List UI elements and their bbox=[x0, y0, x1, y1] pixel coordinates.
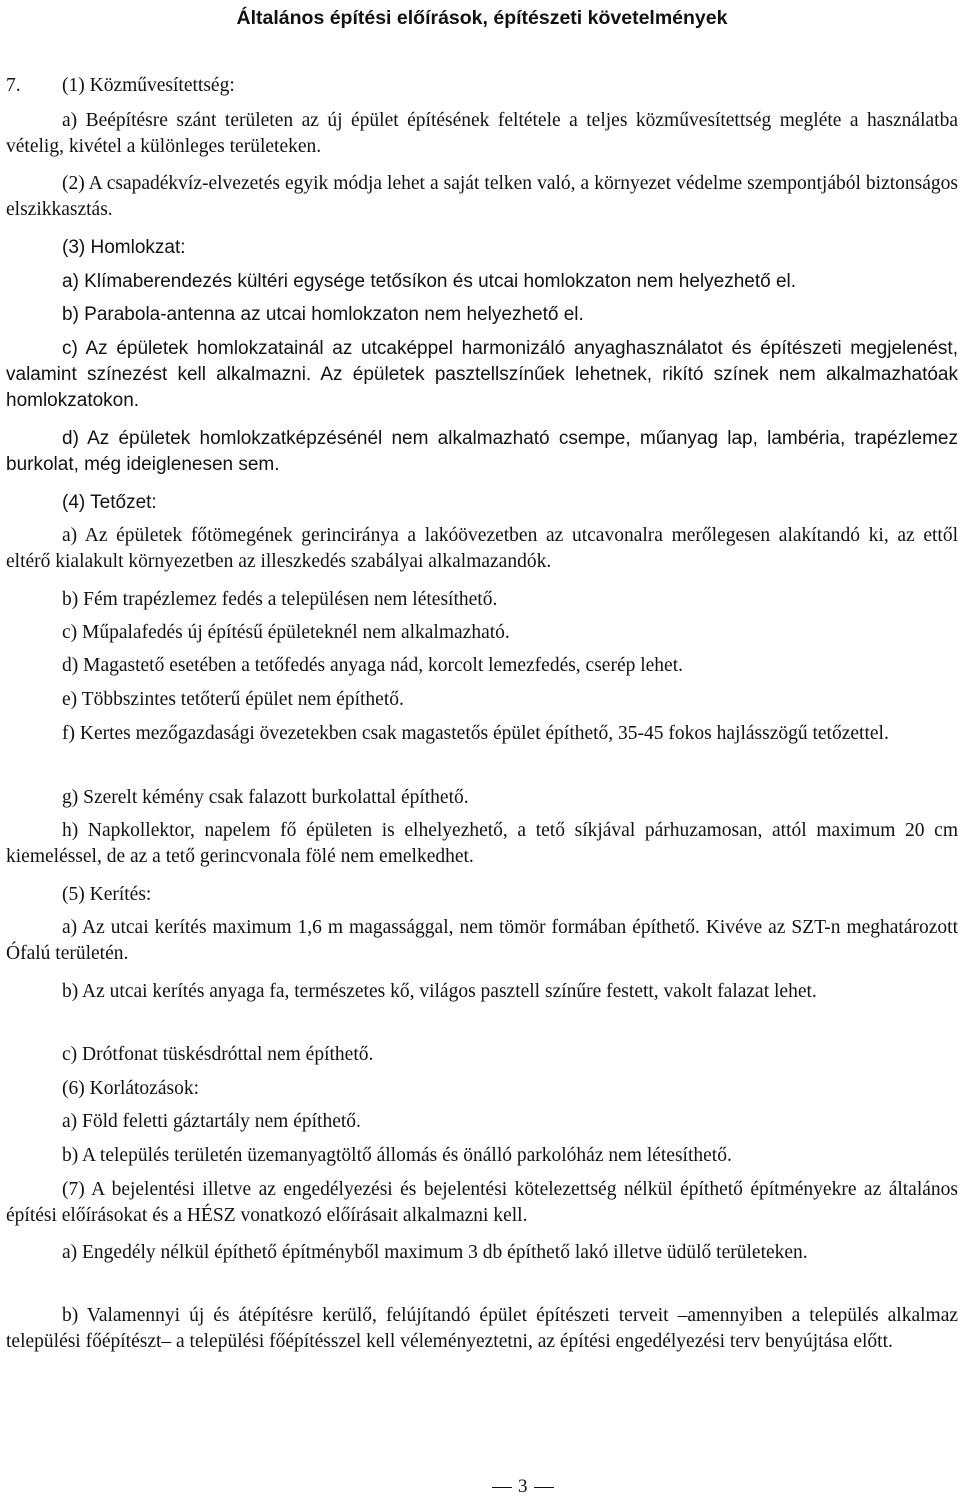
footer-dash-right bbox=[534, 1487, 554, 1489]
paragraph-3a: a) Klímaberendezés kültéri egysége tetősíkon és utcai homlokzaton nem helyezhető el. bbox=[62, 271, 797, 292]
paragraph-3: (3) Homlokzat: bbox=[62, 237, 186, 258]
section-number: 7. bbox=[6, 75, 21, 96]
paragraph-4e: e) Többszintes tetőterű épület nem építhető. bbox=[62, 689, 404, 710]
paragraph-5b: b) Az utcai kerítés anyaga fa, természetes kő, világos pasztell színűre festett, vakolt falazat lehet. bbox=[62, 981, 817, 1002]
paragraph-4c: c) Műpalafedés új építésű épületeknél nem alkalmazható. bbox=[62, 622, 510, 643]
footer-dash-left bbox=[492, 1487, 512, 1489]
paragraph-3c: c) Az épületek homlokzatainál az utcaképpel harmonizáló anyaghasználatot és építészeti megjelenést, valamint színezést kell alkalmazni. Az épületek pasztellszínűek lehetnek, rikító színek nem alkalmazhatóak homlokzatokon. bbox=[6, 338, 958, 411]
section-heading bbox=[6, 75, 235, 97]
paragraph-1a: a) Beépítésre szánt területen az új épület építésének feltétele a teljes közművesítettség megléte a használatba vételig, kivétel a különleges területeken. bbox=[6, 110, 958, 157]
paragraph-7a: a) Engedély nélkül építhető építményből maximum 3 db építhető lakó illetve üdülő területeken. bbox=[62, 1242, 808, 1263]
paragraph-3d: d) Az épületek homlokzatképzésénél nem alkalmazható csempe, műanyag lap, lambéria, trapézlemez burkolat, még ideiglenesen sem. bbox=[6, 428, 958, 475]
paragraph-6: (6) Korlátozások: bbox=[62, 1078, 199, 1099]
paragraph-3b: b) Parabola-antenna az utcai homlokzaton nem helyezhető el. bbox=[62, 304, 584, 325]
page-footer bbox=[492, 1476, 554, 1498]
paragraph-7: (7) A bejelentési illetve az engedélyezési és bejelentési kötelezettség nélkül építhető építményekre az általános építési előírásokat és a HÉSZ vonatkozó előírásait alkalmazni kell. bbox=[6, 1179, 958, 1226]
paragraph-4b: b) Fém trapézlemez fedés a településen nem létesíthető. bbox=[62, 589, 498, 610]
paragraph-4f: f) Kertes mezőgazdasági övezetekben csak magastetős épület építhető, 35-45 fokos hajlásszögű tetőzettel. bbox=[62, 723, 889, 744]
paragraph-5a: a) Az utcai kerítés maximum 1,6 m magassággal, nem tömör formában építhető. Kivéve az SZT-n meghatározott Ófalú területén. bbox=[6, 917, 958, 964]
paragraph-4h: h) Napkollektor, napelem fő épületen is elhelyezhető, a tető síkjával párhuzamosan, attól maximum 20 cm kiemeléssel, de az a tető gerincvonala fölé nem emelkedhet. bbox=[6, 820, 958, 867]
paragraph-7b: b) Valamennyi új és átépítésre kerülő, felújítandó épület építészeti terveit –amennyiben a település alkalmaz települési főépítészt– a települési főépítésszel kell véleményeztetni, az építési engedélyezési terv benyújtása előtt. bbox=[6, 1305, 958, 1352]
paragraph-5: (5) Kerítés: bbox=[62, 884, 152, 905]
paragraph-5c: c) Drótfonat tüskésdróttal nem építhető. bbox=[62, 1044, 374, 1065]
section-heading-text: (1) Közművesítettség: bbox=[62, 75, 235, 96]
paragraph-4g: g) Szerelt kémény csak falazott burkolattal építhető. bbox=[62, 787, 469, 808]
paragraph-4a: a) Az épületek főtömegének gerinciránya a lakóövezetben az utcavonalra merőlegesen alakítandó ki, az ettől eltérő kialakult környezetben az illeszkedés szabályai alkalmazandók. bbox=[6, 525, 958, 572]
paragraph-4: (4) Tetőzet: bbox=[62, 492, 157, 513]
paragraph-6a: a) Föld feletti gáztartály nem építhető. bbox=[62, 1111, 361, 1132]
paragraph-4d: d) Magastető esetében a tetőfedés anyaga nád, korcolt lemezfedés, cserép lehet. bbox=[62, 655, 684, 676]
page-title: Általános építési előírások, építészeti követelmények bbox=[236, 7, 728, 29]
paragraph-6b: b) A település területén üzemanyagtöltő állomás és önálló parkolóház nem létesíthető. bbox=[62, 1145, 732, 1166]
page-number: 3 bbox=[518, 1476, 528, 1497]
paragraph-2: (2) A csapadékvíz-elvezetés egyik módja lehet a saját telken való, a környezet védelme szempontjából biztonságos elszikkasztás. bbox=[6, 173, 958, 220]
